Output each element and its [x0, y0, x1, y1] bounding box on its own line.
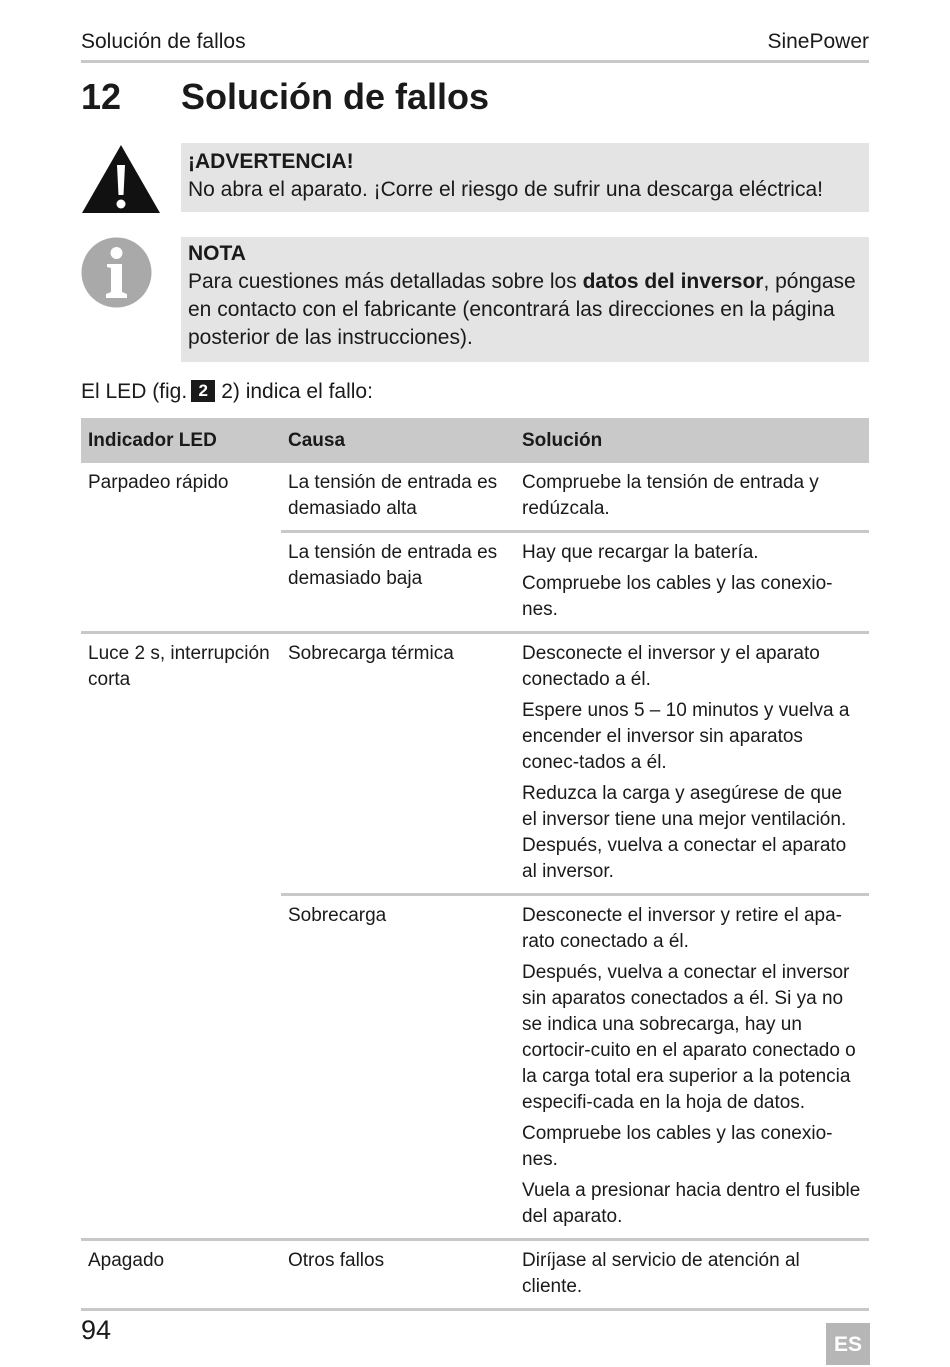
intro-text: 2) indica el fallo: [221, 380, 373, 403]
cause-cell: Sobrecarga térmica [281, 633, 515, 895]
table-row [81, 532, 869, 633]
column-header-cause: Causa [281, 418, 515, 463]
running-header-product: SinePower [767, 30, 869, 53]
solution-cell [515, 1240, 869, 1310]
table-row [81, 895, 869, 1240]
solution-step: Diríjase al servicio de atención al cliente. [522, 1250, 800, 1297]
info-icon [81, 237, 152, 308]
solution-step: Compruebe los cables y las conexio-nes. [522, 1123, 833, 1170]
solution-step: Desconecte el inversor y retire el apa-rato conectado a él. [522, 905, 842, 952]
column-header-led: Indicador LED [81, 418, 281, 463]
led-indicator-cell: Luce 2 s, interrupción corta [81, 633, 281, 895]
intro-paragraph [81, 380, 373, 404]
solution-cell [515, 895, 869, 1240]
led-indicator-cell: Apagado [81, 1240, 281, 1310]
solution-cell [515, 633, 869, 895]
table-row [81, 633, 869, 895]
cause-cell: Sobrecarga [281, 895, 515, 1240]
note-title: NOTA [188, 242, 246, 265]
chapter-number: 12 [81, 76, 122, 117]
note-text-part: , póngase en contacto con el fabricante (encontrará las direcciones en la página posterior de las instrucciones). [188, 270, 856, 349]
page-number: 94 [81, 1315, 112, 1345]
solution-step: Reduzca la carga y asegúrese de que el inversor tiene una mejor ventilación. Después, vuelva a conectar el aparato al inversor. [522, 783, 847, 882]
led-indicator-cell [81, 532, 281, 633]
chapter-heading [81, 76, 869, 118]
chapter-title: Solución de fallos [181, 76, 490, 117]
solution-step: Después, vuelva a conectar el inversor sin aparatos conectados a él. Si ya no se indica una sobrecarga, hay un cortocir-cuito en el aparato conectado o la carga total era superior a la potencia especifi-cada en la hoja de datos. [522, 962, 856, 1113]
note-text [188, 268, 862, 352]
fault-table [81, 418, 869, 1311]
solution-step: Compruebe los cables y las conexio-nes. [522, 573, 833, 620]
note-box [181, 237, 869, 362]
language-tab: ES [826, 1323, 870, 1365]
cause-cell: La tensión de entrada es demasiado baja [281, 532, 515, 633]
solution-step: Espere unos 5 – 10 minutos y vuelva a encender el inversor sin aparatos conec-tados a él. [522, 700, 850, 773]
table-row [81, 1240, 869, 1310]
intro-text: El LED (fig. [81, 380, 188, 403]
table-row [81, 463, 869, 532]
solution-step: Compruebe la tensión de entrada y redúzcala. [522, 472, 819, 519]
warning-box [181, 143, 869, 212]
cause-cell: Otros fallos [281, 1240, 515, 1310]
solution-step: Vuela a presionar hacia dentro el fusible del aparato. [522, 1180, 861, 1227]
solution-cell [515, 532, 869, 633]
warning-title: ¡ADVERTENCIA! [188, 150, 354, 173]
running-header-section: Solución de fallos [81, 30, 246, 53]
cause-cell: La tensión de entrada es demasiado alta [288, 472, 498, 519]
solution-step: Desconecte el inversor y el aparato conectado a él. [522, 643, 820, 690]
note-text-bold: datos del inversor [582, 270, 764, 293]
figure-reference-badge: 2 [191, 380, 215, 402]
warning-text: No abra el aparato. ¡Corre el riesgo de sufrir una descarga eléctrica! [188, 178, 823, 201]
led-indicator-cell [81, 895, 281, 1240]
table-header-row [81, 418, 869, 463]
note-text-part: Para cuestiones más detalladas sobre los [188, 270, 583, 293]
solution-cell [515, 463, 869, 532]
warning-triangle-icon [80, 143, 162, 215]
header-divider [81, 60, 869, 63]
led-indicator-cell: Parpadeo rápido [88, 472, 229, 493]
column-header-solution: Solución [515, 418, 869, 463]
solution-step: Hay que recargar la batería. [522, 542, 759, 563]
